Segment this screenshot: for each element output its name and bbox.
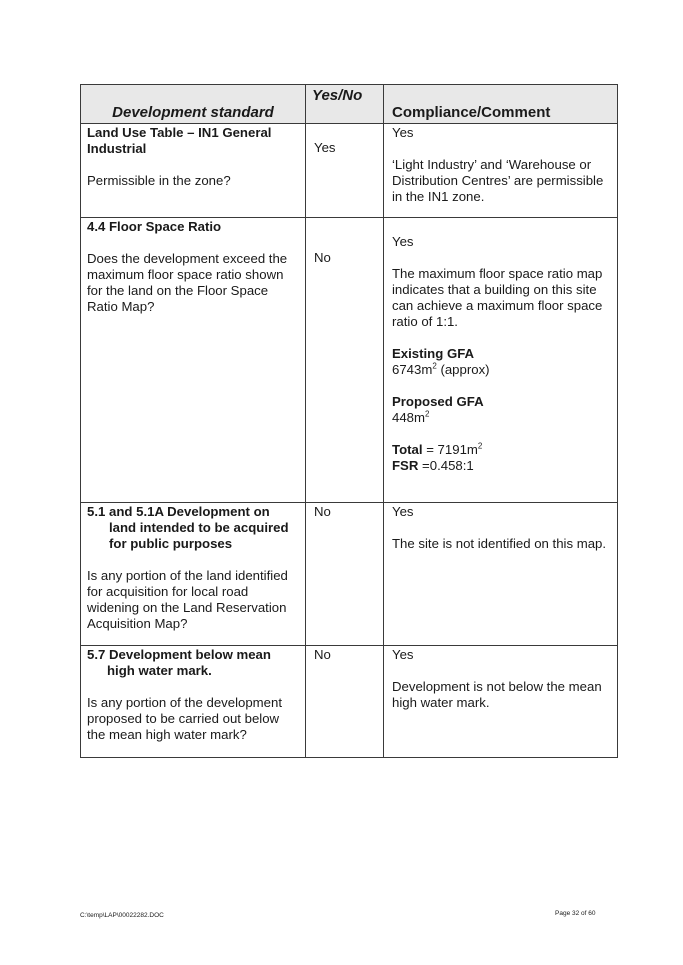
comment-text: Development is not below the mean high water mark.: [392, 679, 602, 710]
total-gfa: Total = $7191m^2$: [392, 441, 483, 457]
standard-title: 5.1 and 5.1A Development on: [87, 504, 270, 519]
standard-question: Is any portion of the development proposed to be carried out below the mean high water mark?: [87, 695, 283, 742]
yesno-cell: [306, 218, 384, 503]
footer-page-number: Page 32 of 60: [555, 910, 596, 917]
table-row: [81, 218, 618, 503]
comment-text: ‘Light Industry’ and ‘Warehouse or Distribution Centres’ are permissible in the IN1 zone.: [392, 157, 604, 204]
table-row: [81, 646, 618, 758]
comment-cell: [384, 646, 618, 758]
table-row: [81, 124, 618, 218]
standard-title: for public purposes: [109, 536, 233, 551]
header-compliance-comment: Compliance/Comment: [384, 85, 618, 124]
yesno-value: No: [314, 504, 331, 519]
standard-title: 5.7 Development below mean: [87, 647, 271, 662]
standard-title: Land Use Table – IN1 General: [87, 125, 272, 140]
fsr-value: FSR =0.458:1: [392, 458, 474, 473]
header-yes-no: Yes/No: [306, 85, 384, 124]
yesno-value: No: [314, 250, 331, 265]
standard-title: 4.4 Floor Space Ratio: [87, 219, 222, 234]
proposed-gfa-value: $448m^2$: [392, 409, 430, 425]
standard-title: high water mark.: [107, 663, 212, 678]
compliance-table: [80, 84, 618, 758]
standard-cell: [81, 646, 306, 758]
standard-cell: [81, 503, 306, 646]
existing-gfa-value: $6743m^2$ (approx): [392, 361, 490, 377]
comment-cell: [384, 218, 618, 503]
standard-question: Is any portion of the land identified for acquisition for local road widening on the Land Reservation Acquisition Map?: [87, 568, 288, 631]
table-header-row: [81, 85, 618, 124]
standard-title: Industrial: [87, 141, 147, 156]
comment-status: Yes: [392, 234, 414, 249]
comment-cell: [384, 124, 618, 218]
footer-file-path: C:\temp\LAP\00022282.DOC: [80, 912, 164, 919]
standard-question: Does the development exceed the maximum floor space ratio shown for the land on the Floor Space Ratio Map?: [87, 251, 288, 314]
proposed-gfa-label: Proposed GFA: [392, 394, 484, 409]
yesno-cell: [306, 646, 384, 758]
standard-question: Permissible in the zone?: [87, 173, 231, 188]
table-row: [81, 503, 618, 646]
existing-gfa-label: Existing GFA: [392, 346, 475, 361]
yesno-value: Yes: [314, 140, 336, 155]
comment-status: Yes: [392, 647, 414, 662]
comment-text: The site is not identified on this map.: [392, 536, 607, 551]
yesno-cell: [306, 124, 384, 218]
standard-title: land intended to be acquired: [109, 520, 289, 535]
comment-text: The maximum floor space ratio map indicates that a building on this site can achieve a maximum floor space ratio of 1:1.: [392, 266, 603, 329]
comment-status: Yes: [392, 504, 414, 519]
standard-cell: [81, 218, 306, 503]
comment-cell: [384, 503, 618, 646]
standard-cell: [81, 124, 306, 218]
header-development-standard: Development standard: [81, 85, 306, 124]
yesno-value: No: [314, 647, 331, 662]
yesno-cell: [306, 503, 384, 646]
comment-status: Yes: [392, 125, 414, 140]
